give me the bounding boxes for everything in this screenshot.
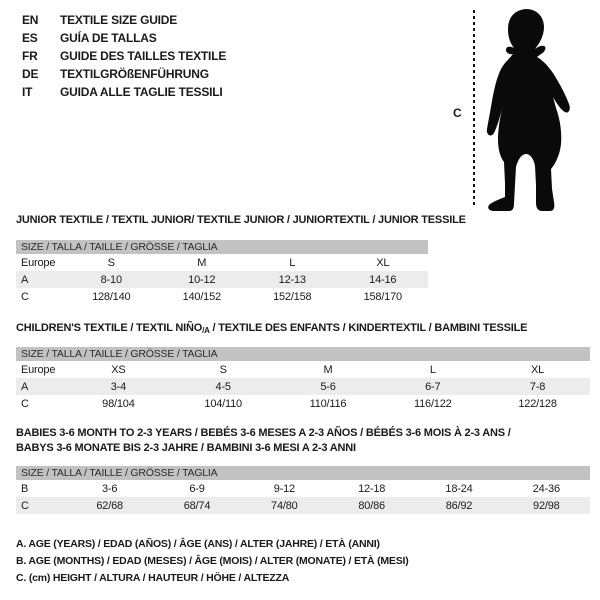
height-measure-dashed-line	[473, 10, 475, 206]
table-row-months	[16, 480, 590, 497]
language-code: ES	[22, 31, 38, 45]
cell: 152/158	[273, 290, 312, 303]
language-code: EN	[22, 13, 39, 27]
cell: 12-13	[278, 273, 306, 286]
row-label: B	[21, 482, 29, 495]
language-item	[22, 47, 226, 65]
language-item	[22, 65, 226, 83]
title-main: CHILDREN'S TEXTILE / TEXTIL NIÑO	[16, 322, 203, 334]
footnote-c: C. (cm) HEIGHT / ALTURA / HAUTEUR / HÖHE / ALTEZZA	[16, 572, 290, 584]
size-header-band: SIZE / TALLA / TAILLE / GRÖSSE / TAGLIA	[16, 347, 590, 361]
cell: M	[197, 256, 207, 269]
section-title-babies	[16, 426, 511, 456]
cell: 10-12	[188, 273, 216, 286]
size-header-band: SIZE / TALLA / TAILLE / GRÖSSE / TAGLIA	[16, 240, 428, 254]
language-label: GUIDE DES TAILLES TEXTILE	[60, 49, 227, 63]
cell: XL	[531, 363, 545, 376]
cell: 3-6	[102, 482, 118, 495]
cell: 92/98	[533, 499, 560, 512]
cell: 128/140	[92, 290, 131, 303]
cell: 24-36	[532, 482, 560, 495]
cell: 122/128	[518, 397, 557, 410]
table-row-height	[16, 288, 428, 305]
cell: 4-5	[215, 380, 231, 393]
footnote-b: B. AGE (MONTHS) / EDAD (MESES) / ÂGE (MOIS) / ALTER (MONATE) / ETÀ (MESI)	[16, 555, 409, 567]
language-code: IT	[22, 85, 33, 99]
cell: 18-24	[445, 482, 473, 495]
cell: S	[107, 256, 115, 269]
cell: 98/104	[102, 397, 135, 410]
section-title-children	[16, 322, 527, 335]
cell: L	[429, 363, 436, 376]
cell: 62/68	[96, 499, 123, 512]
table-row-height	[16, 497, 590, 514]
children-size-table	[16, 347, 590, 412]
cell: 68/74	[183, 499, 211, 512]
title-rest: / TEXTILE DES ENFANTS / KINDERTEXTIL / BAMBINI TESSILE	[209, 322, 528, 334]
cell: XS	[111, 363, 126, 376]
table-row-age	[16, 271, 428, 288]
row-label: A	[21, 380, 29, 393]
cell: 6-9	[189, 482, 205, 495]
title-line2: BABYS 3-6 MONATE BIS 2-3 JAHRE / BAMBINI 3-6 MESI A 2-3 ANNI	[16, 442, 356, 454]
table-row-europe	[16, 361, 590, 378]
cell: 116/122	[414, 397, 452, 410]
language-code: DE	[22, 67, 39, 81]
language-label: GUIDA ALLE TAGLIE TESSILI	[60, 85, 223, 99]
cell: 5-6	[320, 380, 336, 393]
cell: 6-7	[425, 380, 441, 393]
cell: XL	[376, 256, 390, 269]
cell: 110/116	[309, 397, 347, 410]
row-label: A	[21, 273, 29, 286]
cell: 86/92	[445, 499, 473, 512]
cell: 74/80	[271, 499, 298, 512]
cell: 3-4	[110, 380, 127, 393]
toddler-silhouette-icon	[481, 5, 573, 211]
cell: 8-10	[100, 273, 122, 286]
cell: 14-16	[369, 273, 397, 286]
language-item	[22, 11, 226, 29]
babies-size-table	[16, 466, 590, 514]
language-list	[22, 11, 226, 101]
title-line1: BABIES 3-6 MONTH TO 2-3 YEARS / BEBÉS 3-6 MESES A 2-3 AÑOS / BÉBÉS 3-6 MOIS À 2-3 ANS /	[16, 427, 511, 439]
cell: 9-12	[273, 482, 295, 495]
cell: 104/110	[204, 397, 242, 410]
language-label: GUÍA DE TALLAS	[60, 31, 157, 45]
table-row-europe	[16, 254, 428, 271]
row-label: Europe	[21, 256, 56, 269]
size-header-band: SIZE / TALLA / TAILLE / GRÖSSE / TAGLIA	[16, 466, 590, 480]
row-label: C	[21, 499, 29, 512]
row-label: C	[21, 290, 29, 303]
row-label: C	[21, 397, 29, 410]
footnote-a: A. AGE (YEARS) / EDAD (AÑOS) / ÂGE (ANS) / ALTER (JAHRE) / ETÀ (ANNI)	[16, 538, 380, 550]
language-item	[22, 83, 226, 101]
cell: 140/152	[182, 290, 221, 303]
cell: 7-8	[529, 380, 546, 393]
cell: 158/170	[363, 290, 402, 303]
junior-size-table	[16, 240, 428, 305]
height-measure-label: C	[453, 106, 462, 120]
language-label: TEXTILE SIZE GUIDE	[60, 13, 178, 27]
footnotes	[16, 536, 409, 587]
cell: 12-18	[358, 482, 386, 495]
row-label: Europe	[21, 363, 56, 376]
language-item	[22, 29, 226, 47]
title-subscript: /A	[202, 326, 210, 335]
language-code: FR	[22, 49, 38, 63]
language-label: TEXTILGRÖßENFÜHRUNG	[60, 67, 209, 81]
cell: L	[289, 256, 296, 269]
cell: 80/86	[358, 499, 385, 512]
table-row-age	[16, 378, 590, 395]
cell: S	[219, 363, 227, 376]
cell: M	[323, 363, 333, 376]
section-title-junior: JUNIOR TEXTILE / TEXTIL JUNIOR/ TEXTILE JUNIOR / JUNIORTEXTIL / JUNIOR TESSILE	[16, 214, 466, 226]
table-row-height	[16, 395, 590, 412]
